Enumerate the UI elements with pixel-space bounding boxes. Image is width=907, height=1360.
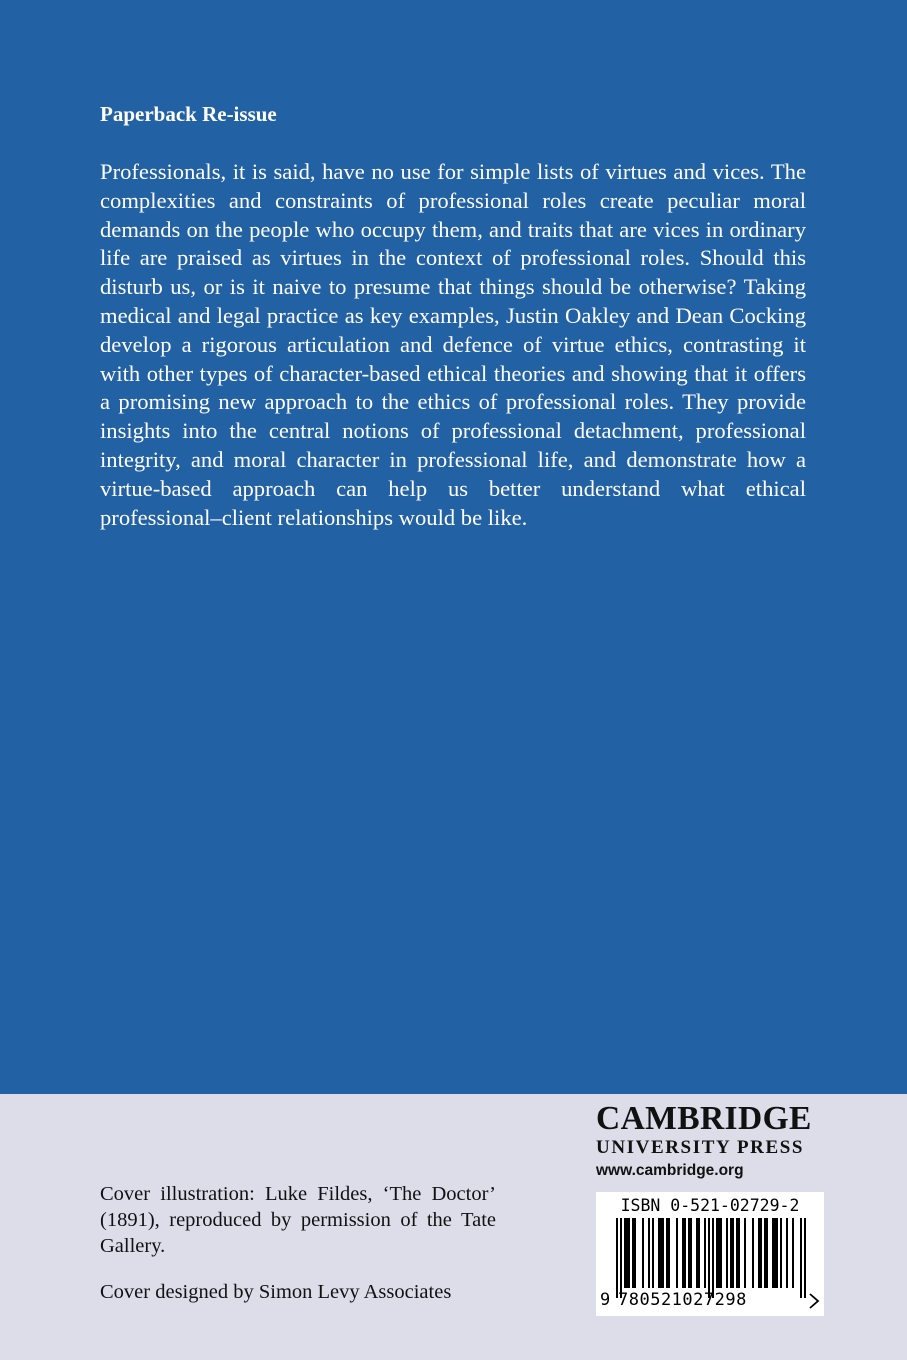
barcode-bar xyxy=(752,1218,754,1288)
barcode-bar xyxy=(660,1218,662,1288)
barcode-guard-bar xyxy=(708,1218,710,1298)
publisher-website[interactable]: www.cambridge.org xyxy=(596,1162,744,1179)
barcode-bar xyxy=(736,1218,738,1288)
barcode-bar xyxy=(732,1218,734,1288)
barcode-bar xyxy=(662,1218,664,1288)
barcode-bar xyxy=(730,1218,732,1288)
barcode-bar xyxy=(632,1218,634,1288)
barcode-guard-bar xyxy=(800,1218,802,1298)
cover-illustration-credit: Cover illustration: Luke Fildes, ‘The Doctor’ (1891), reproduced by permission of the Tate Gallery. xyxy=(100,1183,496,1257)
barcode-bar xyxy=(658,1218,660,1288)
barcode-bar xyxy=(738,1218,740,1288)
barcode-bar xyxy=(772,1218,774,1288)
barcode-bar xyxy=(764,1218,766,1288)
barcode-bar xyxy=(696,1218,698,1288)
barcode-bar xyxy=(626,1218,628,1288)
barcode-bar xyxy=(704,1218,706,1288)
barcode-bar xyxy=(718,1218,720,1288)
barcode-bar xyxy=(720,1218,722,1288)
isbn-label: ISBN 0-521-02729-2 xyxy=(620,1196,800,1215)
barcode-guard-bar xyxy=(804,1218,806,1298)
barcode-bar xyxy=(786,1218,788,1288)
barcode-bar xyxy=(766,1218,768,1288)
barcode-bar xyxy=(690,1218,692,1288)
quiet-zone-marker-icon xyxy=(808,1293,820,1309)
barcode-bar xyxy=(688,1218,690,1288)
publisher-logo xyxy=(596,1101,826,1159)
barcode-bar xyxy=(628,1218,630,1288)
barcode-first-digit: 9 xyxy=(600,1290,611,1310)
edition-label: Paperback Re-issue xyxy=(100,102,277,126)
barcode-bar xyxy=(698,1218,700,1288)
barcode-bar xyxy=(624,1218,626,1288)
barcode-bar xyxy=(634,1218,636,1288)
barcode-bar xyxy=(684,1218,686,1288)
cover-designer-credit: Cover designed by Simon Levy Associates xyxy=(100,1281,452,1303)
publisher-subtitle: UNIVERSITY PRESS xyxy=(596,1137,805,1158)
book-blurb: Professionals, it is said, have no use for simple lists of virtues and vices. The complexities and constraints of professional roles create peculiar moral demands on the people who occupy them, and traits that are vices in ordinary life are praised as virtues in the context of professional roles. Should this disturb us, or is it naive to presume that things should be otherwise? Taking medical and legal practice as key examples, Justin Oakley and Dean Cocking develop a rigorous articulation and defence of virtue ethics, contrasting it with other types of character-based ethical theories and showing that it offers a promising new approach to the ethics of professional roles. They provide insights into the central notions of professional detachment, professional integrity, and moral character in professional life, and demonstrate how a virtue-based approach can help us better understand what ethical professional–client relationships would be like. xyxy=(100,159,806,530)
barcode-guard-bar xyxy=(620,1218,622,1298)
barcode-bar xyxy=(716,1218,718,1288)
barcode-guard-bar xyxy=(616,1218,618,1298)
barcode-bar xyxy=(758,1218,760,1288)
barcode-bar xyxy=(642,1218,644,1288)
barcode-bar xyxy=(648,1218,650,1288)
barcode-bar xyxy=(676,1218,678,1288)
barcode-bar xyxy=(668,1218,670,1288)
barcode-bar xyxy=(652,1218,654,1288)
barcode-bar xyxy=(760,1218,762,1288)
publisher-name: CAMBRIDGE xyxy=(596,1100,812,1137)
barcode-bar xyxy=(774,1218,776,1288)
barcode-bar xyxy=(666,1218,668,1288)
barcode-bar xyxy=(776,1218,778,1288)
barcode-guard-bar xyxy=(712,1218,714,1298)
isbn-barcode xyxy=(596,1192,824,1316)
barcode-bar xyxy=(682,1218,684,1288)
barcode-digits: 780521027298 xyxy=(618,1290,747,1310)
barcode-bar xyxy=(726,1218,728,1288)
barcode-bar xyxy=(792,1218,794,1288)
barcode-bar xyxy=(744,1218,746,1288)
barcode-bar xyxy=(780,1218,782,1288)
